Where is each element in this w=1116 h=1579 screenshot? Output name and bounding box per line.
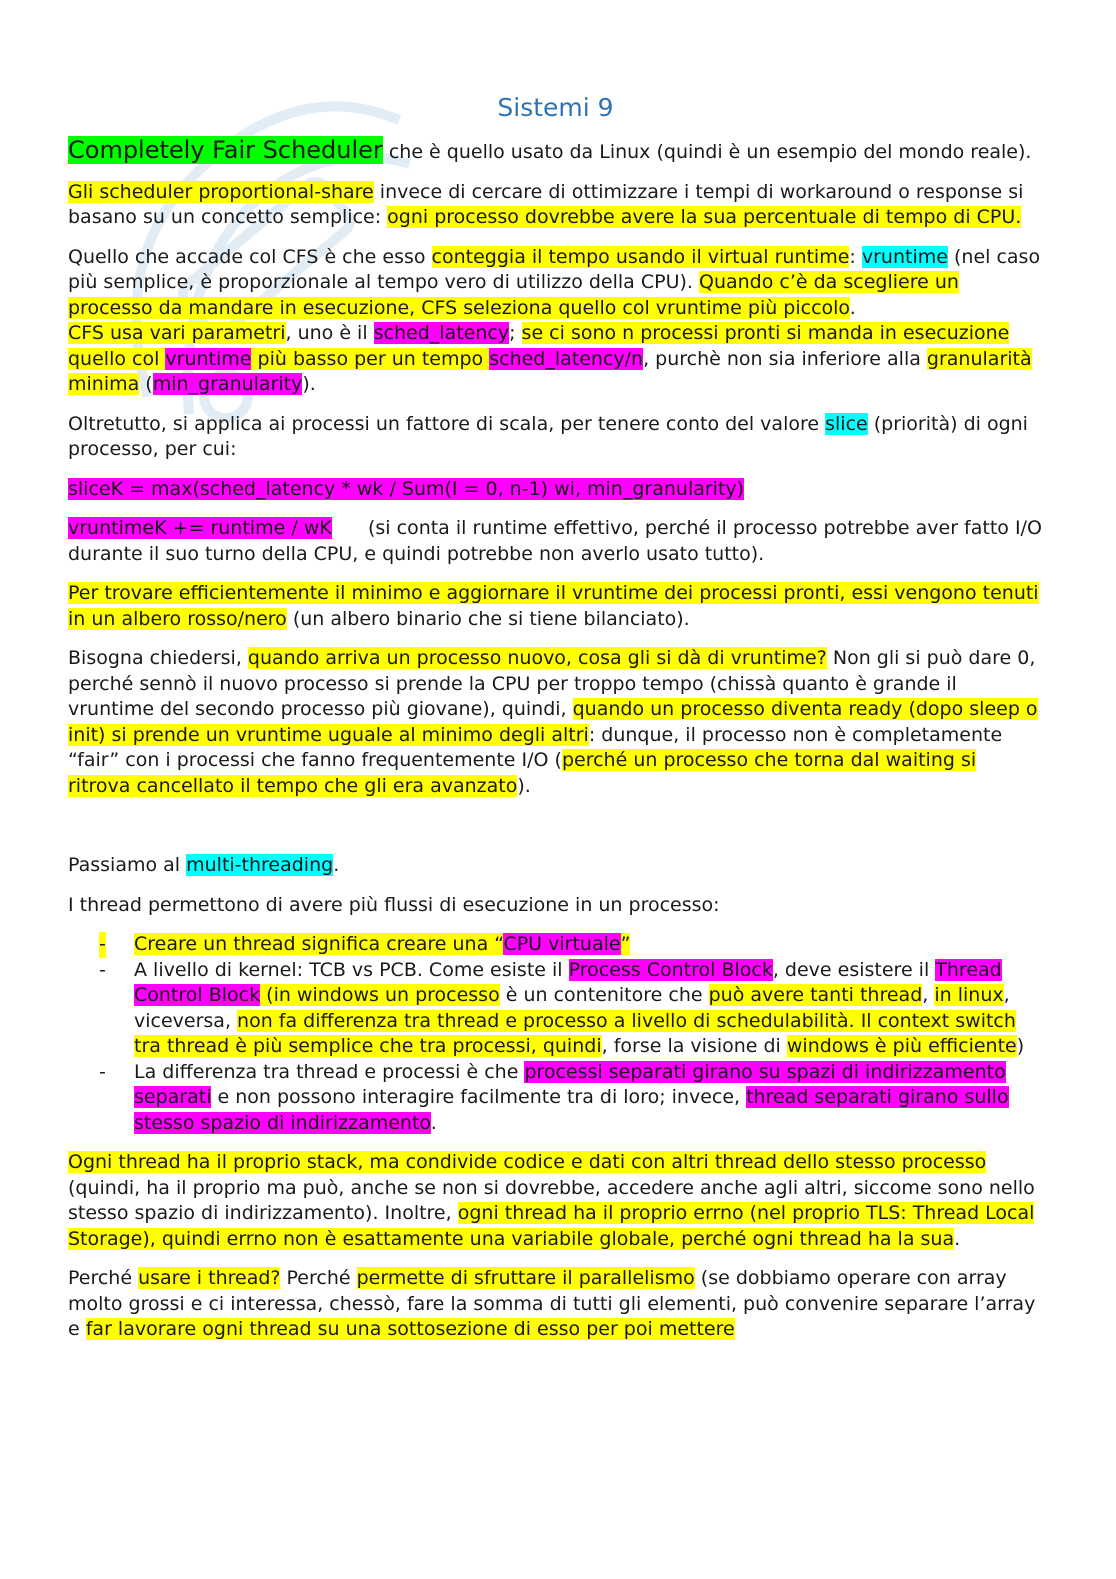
- list-item: - A livello di kernel: TCB vs PCB. Come esiste il Process Control Block, deve esistere il Thread Control Block (in windows un processo è un contenitore che può avere tanti thread, in linux, viceversa, non fa differenza tra thread e processo a livello di schedulabilità. Il context switch tra thread è più semplice che tra processi, quindi, forse la visione di windows è più efficiente): [99, 958, 1025, 1057]
- list-bullet: -: [99, 932, 106, 958]
- page-title: Sistemi 9: [497, 93, 614, 122]
- paragraph-vruntime: Quello che accade col CFS è che esso conteggia il tempo usando il virtual runtime: vruntime (nel caso più semplice, è proporzionale al tempo vero di utilizzo della CPU). Quando c’è da scegliere un processo da mandare in esecuzione, CFS seleziona quello col vruntime più piccolo. CFS usa vari parametri, uno è il sched_latency; se ci sono n processi pronti si manda in esecuzione quello col vruntime più basso per un tempo sched_latency/n, purchè non sia inferiore alla granularità minima (min_granularity).: [68, 245, 1041, 395]
- list-bullet: -: [99, 1060, 106, 1083]
- highlight-cfs-heading: Completely Fair Scheduler: [68, 136, 383, 164]
- list-bullet: -: [99, 958, 106, 981]
- paragraph-proportional-share: Gli scheduler proportional-share invece di cercare di ottimizzare i tempi di workaround o response si basano su un concetto semplice: ogni processo dovrebbe avere la sua percentuale di tempo di CPU.: [68, 180, 1024, 228]
- formula-slice: sliceK = max(sched_latency * wk / Sum(I = 0, n-1) wi, min_granularity): [68, 477, 745, 500]
- paragraph-thread-stack: Ogni thread ha il proprio stack, ma condivide codice e dati con altri thread dello stesso processo (quindi, ha il proprio ma può, anche se non si dovrebbe, accedere anche agli altri, siccome sono nello stesso spazio di indirizzamento). Inoltre, ogni thread ha il proprio errno (nel proprio TLS: Thread Local Storage), quindi errno non è esattamente una variabile globale, perché ogni thread ha la sua.: [68, 1151, 1035, 1250]
- paragraph-new-process: Bisogna chiedersi, quando arriva un processo nuovo, cosa gli si dà di vruntime? Non gli si può dare 0, perché sennò il nuovo processo si prende la CPU per troppo tempo (chissà quanto è grande il vruntime del secondo processo più giovane), quindi, quando un processo diventa ready (dopo sleep o init) si prende un vruntime uguale al minimo degli altri: dunque, il processo non è completamente “fair” con i processi che fanno frequentemente I/O (perché un processo che torna dal waiting si ritrova cancellato il tempo che gli era avanzato).: [68, 647, 1038, 797]
- list-item: - La differenza tra thread e processi è che processi separati girano su spazi di indirizzamento separati e non possono interagire facilmente tra di loro; invece, thread separati girano sullo stesso spazio di indirizzamento.: [99, 1060, 1009, 1134]
- paragraph-thread-intro: I thread permettono di avere più flussi di esecuzione in un processo:: [68, 893, 720, 916]
- list-item: - Creare un thread significa creare una “CPU virtuale”: [68, 932, 1043, 958]
- paragraph-red-black-tree: Per trovare efficientemente il minimo e aggiornare il vruntime dei processi pronti, essi vengono tenuti in un albero rosso/nero (un albero binario che si tiene bilanciato).: [68, 582, 1039, 630]
- document-page: [68, 92, 1048, 1357]
- paragraph-cfs-intro: Completely Fair Scheduler che è quello usato da Linux (quindi è un esempio del mondo reale).: [68, 136, 1032, 164]
- paragraph-multithreading: Passiamo al multi-threading.: [68, 854, 340, 876]
- thread-list: [68, 932, 1043, 1136]
- paragraph-slice: Oltretutto, si applica ai processi un fattore di scala, per tenere conto del valore slice (priorità) di ogni processo, per cui:: [68, 412, 1028, 460]
- section-spacer: [68, 813, 1043, 853]
- paragraph-why-threads: Perché usare i thread? Perché permette di sfruttare il parallelismo (se dobbiamo operare con array molto grossi e ci interessa, chessò, fare la somma di tutti gli elementi, può convenire separare l’array e far lavorare ogni thread su una sottosezione di esso per poi mettere: [68, 1267, 1036, 1340]
- formula-vruntime: vruntimeK += runtime / wK (si conta il runtime effettivo, perché il processo potrebbe aver fatto I/O durante il suo turno della CPU, e quindi potrebbe non averlo usato tutto).: [68, 517, 1048, 565]
